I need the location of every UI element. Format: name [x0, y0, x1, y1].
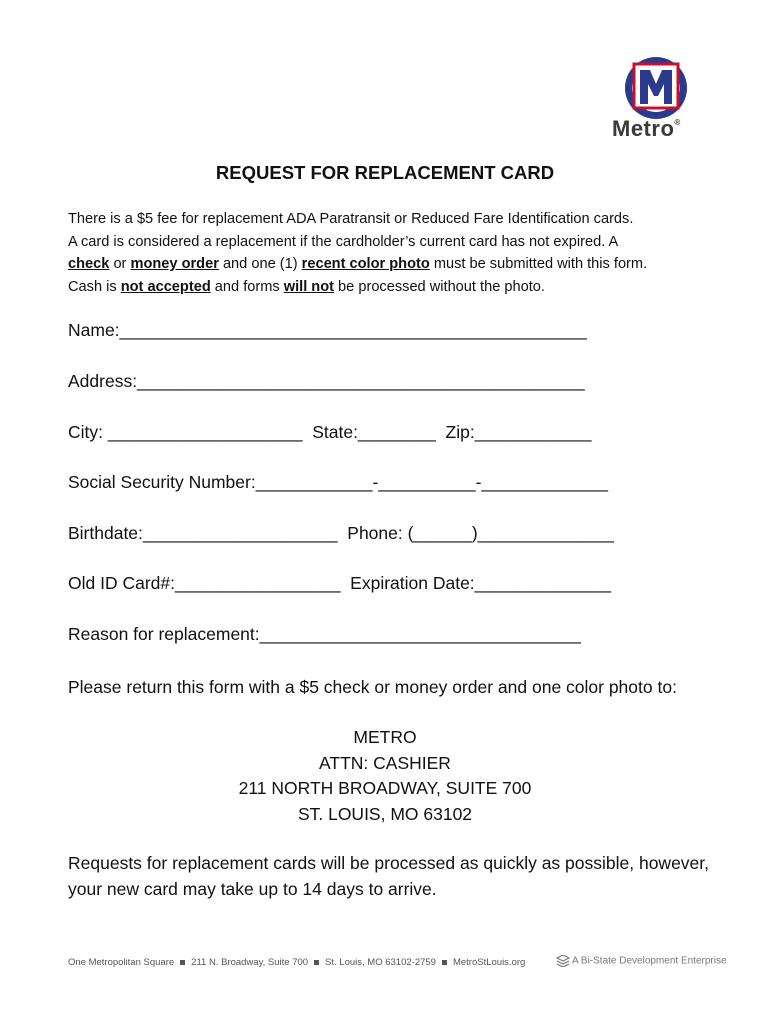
- city-state-zip-field[interactable]: City: ____________________ State:________ Zip:____________: [68, 422, 592, 442]
- intro-line-3: check or money order and one (1) recent color photo must be submitted with this form.: [68, 256, 648, 272]
- intro-line-1: There is a $5 fee for replacement ADA Paratransit or Reduced Fare Identification cards.: [68, 211, 634, 227]
- logo-wordmark: Metro®: [612, 116, 681, 141]
- mailing-address: [0, 725, 770, 827]
- intro-paragraph: [68, 208, 718, 298]
- separator-square: [442, 960, 447, 965]
- return-instructions: Please return this form with a $5 check or money order and one color photo to:: [68, 677, 677, 697]
- separator-square: [314, 960, 319, 965]
- check-emphasis: check: [68, 256, 110, 272]
- bi-state-icon: [556, 955, 570, 967]
- name-field[interactable]: Name:________________________________________________: [68, 320, 587, 340]
- address-line-2: ATTN: CASHIER: [319, 752, 451, 773]
- not-accepted-emphasis: not accepted: [120, 278, 211, 295]
- separator-square: [180, 960, 185, 965]
- intro-line-4: Cash is not accepted and forms will not be processed without the photo.: [68, 278, 545, 295]
- enterprise-tag: A Bi-State Development Enterprise: [556, 955, 727, 967]
- footer-address: One Metropolitan Square 211 N. Broadway, Suite 700 St. Louis, MO 63102-2759 MetroStLouis.org: [68, 957, 526, 968]
- page-title: REQUEST FOR REPLACEMENT CARD: [215, 162, 555, 183]
- intro-line-2: A card is considered a replacement if the cardholder’s current card has not expired. A: [68, 233, 619, 250]
- address-line-3: 211 NORTH BROADWAY, SUITE 700: [238, 778, 532, 798]
- address-field[interactable]: Address:______________________________________________: [68, 371, 585, 391]
- ssn-field[interactable]: Social Security Number:____________-__________-_____________: [68, 472, 609, 492]
- money-order-emphasis: money order: [130, 256, 219, 272]
- birthdate-phone-field[interactable]: Birthdate:____________________ Phone: (______)______________: [68, 523, 614, 543]
- processing-note: Requests for replacement cards will be processed as quickly as possible, however, your new card may take up to 14 days to arrive.: [68, 853, 710, 899]
- reason-field[interactable]: Reason for replacement:_________________________________: [68, 624, 581, 644]
- address-line-4: ST. LOUIS, MO 63102: [297, 803, 473, 824]
- photo-emphasis: recent color photo: [301, 256, 430, 272]
- will-not-emphasis: will not: [283, 278, 334, 295]
- old-id-expiration-field[interactable]: Old ID Card#:_________________ Expiration Date:______________: [68, 573, 611, 593]
- address-line-1: METRO: [353, 727, 417, 747]
